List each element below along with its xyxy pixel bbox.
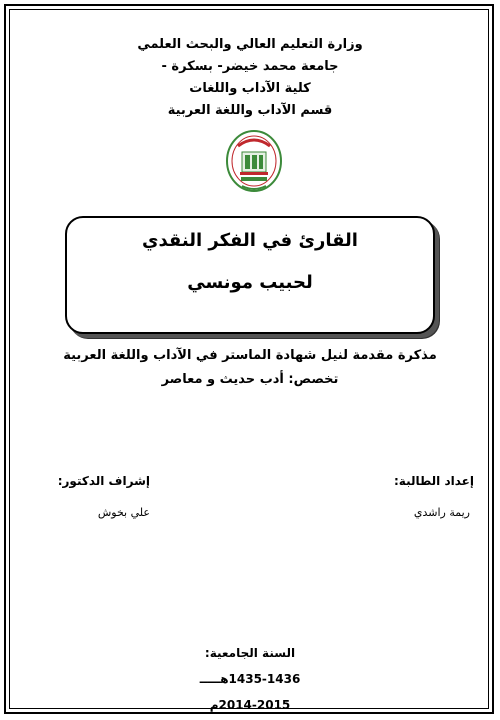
ministry-name: وزارة التعليم العالي والبحث العلمي [137, 37, 363, 52]
supervisor-label: إشراف الدكتور: [57, 474, 150, 488]
academic-year-gregorian: 2014-2015م [209, 698, 291, 712]
thesis-author-subject: لحبيب مونسي [187, 272, 313, 293]
faculty-name: كلية الآداب واللغات [189, 81, 311, 96]
university-name: جامعة محمد خيضر- بسكرة - [161, 59, 339, 74]
memo-specialty: تخصص: أدب حديث و معاصر [161, 372, 339, 387]
academic-year-block [150, 640, 350, 718]
academic-year-hijri: 1435-1436هـــــ [199, 672, 301, 686]
university-seal-icon [224, 128, 284, 198]
thesis-title-box [65, 216, 435, 334]
prepared-by-label: إعداد الطالبة: [394, 474, 474, 488]
academic-year-label: السنة الجامعية: [204, 646, 296, 660]
memo-description [0, 344, 500, 392]
thesis-title: القارئ في الفكر النقدي [142, 230, 358, 251]
memo-purpose: مذكرة مقدمة لنيل شهادة الماستر في الآداب واللغة العربية [63, 348, 437, 363]
student-name: ريمة راشدي [413, 506, 470, 519]
department-name: قسم الآداب واللغة العربية [167, 103, 333, 118]
institution-header [0, 34, 500, 122]
supervisor-name: علي بخوش [97, 506, 150, 519]
